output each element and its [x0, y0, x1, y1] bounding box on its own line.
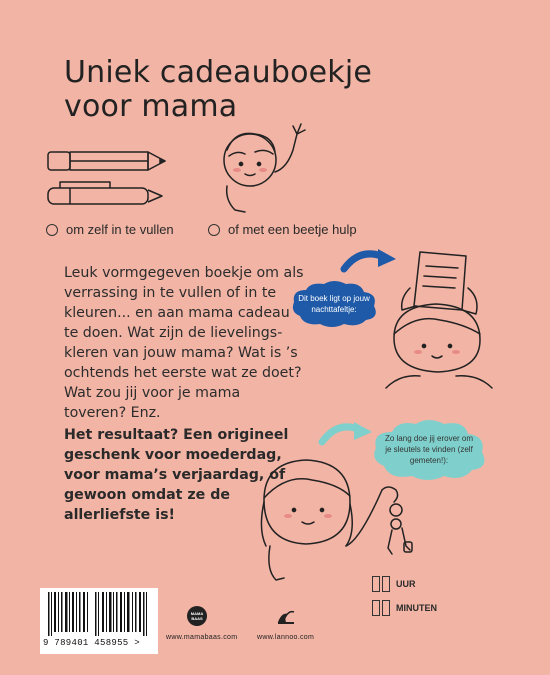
paper-sheet: [414, 252, 466, 310]
minutes-digits[interactable]: [372, 600, 390, 616]
option-with-help[interactable]: [208, 222, 357, 237]
pen-tip: [148, 190, 162, 202]
minutes-label: MINUTEN: [396, 603, 437, 613]
digit-box[interactable]: [382, 576, 390, 592]
mother-with-keys-illustration: [250, 450, 425, 590]
option-fill-yourself[interactable]: [46, 222, 174, 237]
digit-box[interactable]: [382, 600, 390, 616]
option-fill-label: om zelf in te vullen: [66, 222, 174, 237]
digit-box[interactable]: [372, 576, 380, 592]
child-raising-hand-illustration: [215, 120, 325, 220]
radio-circle[interactable]: [208, 224, 220, 236]
arrow-icon: [318, 418, 374, 448]
barcode-bars: [40, 588, 158, 638]
mamabaas-logo: MAMA BAAS: [187, 606, 207, 626]
child-cheek-left: [233, 168, 241, 172]
title-line-1: Uniek cadeauboekje: [64, 55, 373, 90]
pencil-pen-illustration: [40, 140, 170, 215]
lannoo-url: www.lannoo.com: [257, 634, 315, 641]
thought-cloud-blue: [288, 280, 380, 328]
radio-circle[interactable]: [46, 224, 58, 236]
pencil-eraser: [48, 152, 70, 170]
pen-body: [48, 188, 148, 204]
description-text: Leuk vormgegeven boekje om als verrassing in te vullen of in te kleuren... en aan mama cadeau te doen. Wat zijn de lievelings-kleren van jouw mama? Wat is ’s ochtends het eerste wat ze doet? Wat zou jij voor je mama toveren? Enz.: [64, 265, 304, 421]
hours-label: UUR: [396, 579, 416, 589]
title-line-2: voor mama: [64, 89, 238, 124]
digit-box[interactable]: [372, 600, 380, 616]
result-text: Het resultaat? Een origineel geschenk voor moederdag, voor mama’s verjaardag, of gewoon omdat ze de allerliefste is!: [64, 427, 289, 523]
page-title: [64, 56, 372, 124]
hours-box: [372, 576, 416, 592]
cloud-teal-text: Zo lang doe jij erover om je sleutels te vinden (zelf gemeten!):: [384, 434, 474, 465]
cloud-blue-text: Dit boek ligt op jouw nachttafeltje:: [298, 294, 370, 314]
mamabaas-url: www.mamabaas.com: [166, 634, 238, 641]
child-cheek-right: [259, 168, 267, 172]
child-holding-paper-illustration: [380, 248, 500, 398]
isbn-number: 9 789401 458955: [43, 638, 129, 648]
barcode: [40, 588, 158, 654]
minutes-box: [372, 600, 437, 616]
lannoo-logo: [276, 608, 296, 626]
isbn-arrow: >: [134, 638, 140, 648]
hours-digits[interactable]: [372, 576, 390, 592]
option-help-label: of met een beetje hulp: [228, 222, 357, 237]
